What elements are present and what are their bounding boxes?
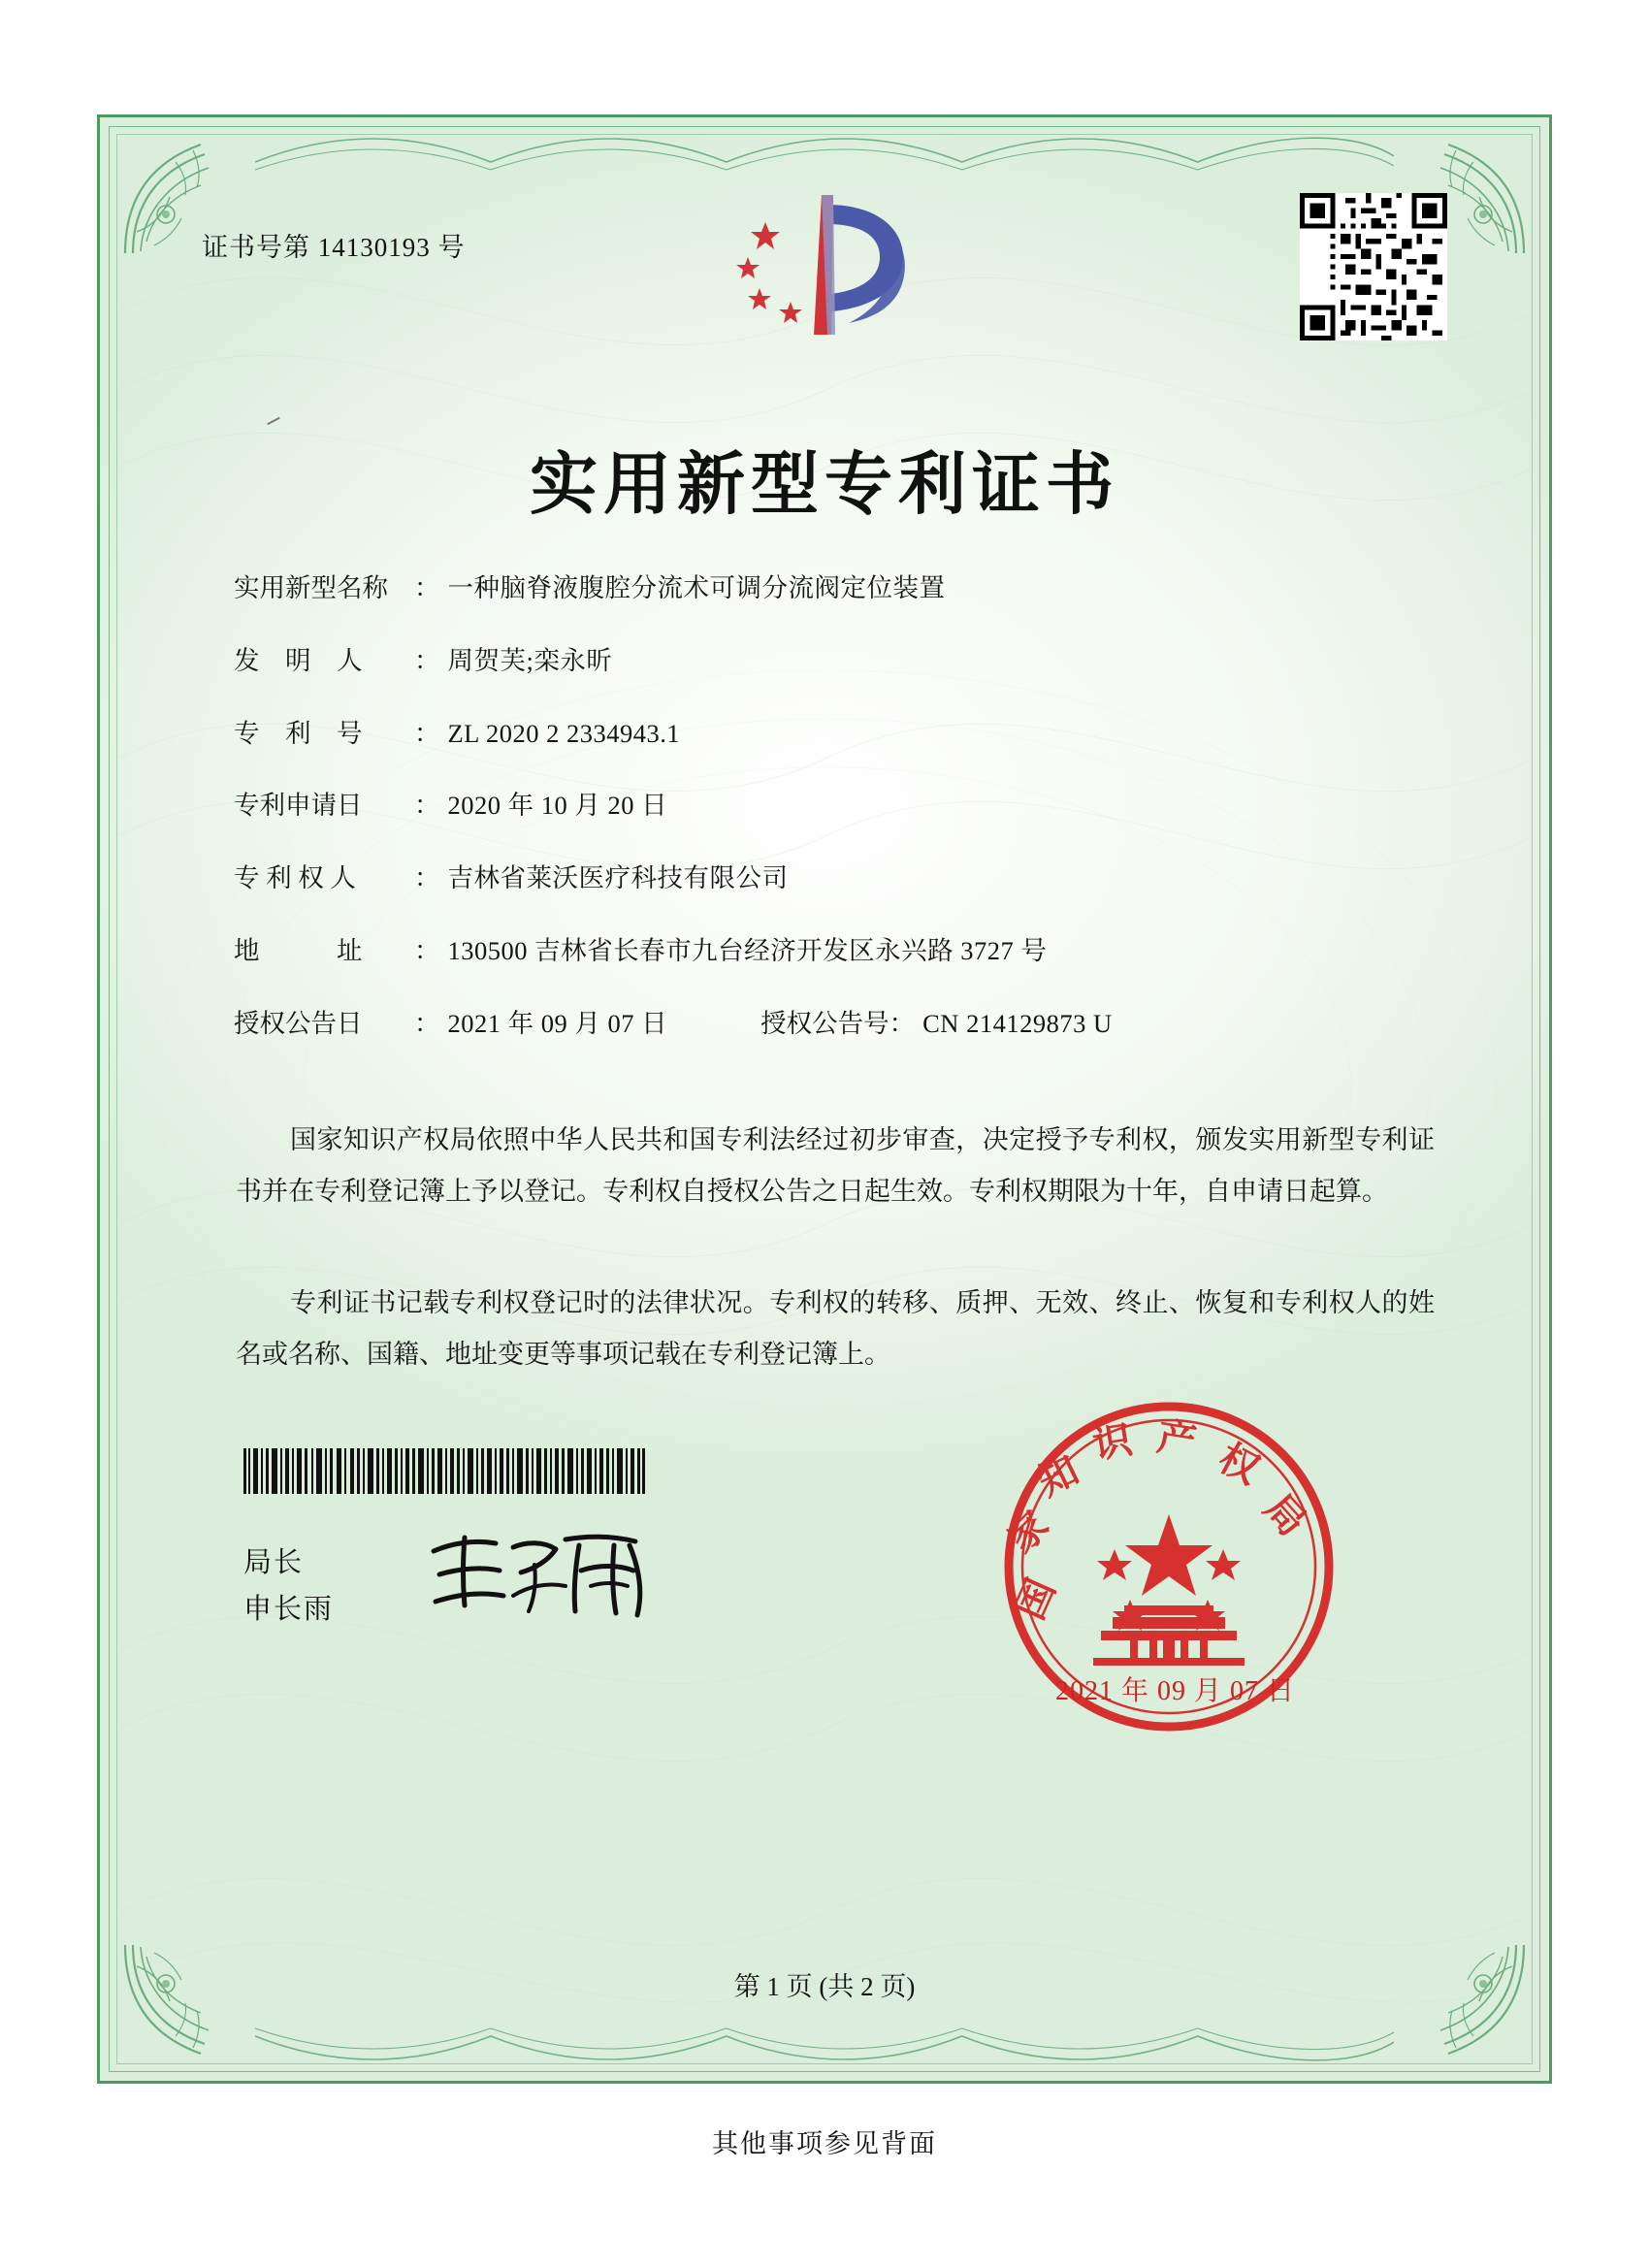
field-label-address: 地 址 [234,935,363,965]
field-label-announcement-number: 授权公告号 [760,1008,889,1038]
field-row [234,863,1471,894]
handwritten-signature-icon [420,1522,672,1629]
field-value-application-date: 2020 年 10 月 20 日 [447,791,668,821]
field-row-announcement [234,1009,1471,1040]
field-value-patent-number: ZL 2020 2 2334943.1 [447,718,681,748]
legal-paragraph-1: 国家知识产权局依照中华人民共和国专利法经过初步审查，决定授予专利权，颁发实用新型专利证书并在专利登记簿上予以登记。专利权自授权公告之日起生效。专利权期限为十年，自申请日起算。 [236,1125,1435,1207]
field-colon: ： [414,573,440,602]
qr-code-icon [1300,193,1447,340]
field-label-utility-model-name: 实用新型名称 [234,573,388,602]
guilloche-svg [119,137,1530,2061]
field-colon: ： [889,1008,916,1038]
cnipa-logo-icon [713,187,936,342]
guilloche-pattern [119,137,1530,2061]
barcode-icon [243,1448,646,1494]
patent-field-list [234,573,1471,1082]
edge-ornament-icon [255,2019,1394,2075]
field-row [234,719,1471,750]
seal-date: 2021 年 09 月 07 日 [1055,1676,1296,1706]
seal-char: 国 [1007,1571,1065,1627]
director-name: 申长雨 [243,1594,335,1625]
page-title: 实用新型专利证书 [530,443,1119,524]
field-colon: ： [414,863,440,893]
field-colon: ： [414,718,440,748]
field-row [234,646,1471,677]
field-colon: ： [414,791,440,821]
cnipa-logo-svg [713,187,936,342]
director-role-label: 局长 [243,1547,305,1578]
field-value-utility-model-name: 一种脑脊液腹腔分流术可调分流阀定位装置 [447,573,946,602]
field-label-patent-number: 专 利 号 [234,718,363,748]
field-row [234,573,1471,604]
signature-block [243,1539,334,1633]
field-value-inventor: 周贺芙;栾永昕 [447,645,613,675]
field-label-application-date: 专利申请日 [234,791,363,821]
barcode-svg [243,1448,646,1494]
seal-char: 识 [1089,1416,1136,1469]
field-label-announcement-date: 授权公告日 [234,1008,363,1038]
field-row [234,936,1471,967]
seal-char: 家 [1000,1502,1058,1563]
field-value-announcement-date: 2021 年 09 月 07 日 [447,1008,668,1038]
registration-tick [267,417,279,425]
edge-ornament-svg [255,123,1394,179]
field-colon: ： [414,935,440,965]
handwritten-signature-svg [420,1522,672,1629]
certificate-number: 证书号第 14130193 号 [202,233,466,262]
field-colon: ： [414,645,440,675]
field-label-inventor: 发 明 人 [234,645,363,675]
field-value-address: 130500 吉林省长春市九台经济开发区永兴路 3727 号 [447,935,1048,965]
field-value-announcement-number: CN 214129873 U [922,1008,1113,1038]
field-row [234,791,1471,822]
legal-paragraph-2: 专利证书记载专利权登记时的法律状况。专利权的转移、质押、无效、终止、恢复和专利权人的姓名或名称、国籍、地址变更等事项记载在专利登记簿上。 [236,1288,1435,1370]
certificate-frame [97,114,1552,2084]
seal-char: 权 [1211,1434,1268,1494]
field-label-patentee: 专 利 权 人 [234,863,356,893]
seal-char: 局 [1255,1485,1315,1545]
edge-ornament-svg [255,2019,1394,2075]
page-indicator: 第 1 页 (共 2 页) [733,1972,916,2001]
seal-char: 知 [1030,1446,1086,1506]
field-colon: ： [414,1008,440,1038]
field-value-patentee: 吉林省莱沃医疗科技有限公司 [447,863,789,893]
seal-char: 产 [1153,1413,1200,1466]
edge-ornament-icon [255,123,1394,179]
qr-code-svg [1300,193,1447,340]
footer-note: 其他事项参见背面 [712,2129,937,2159]
